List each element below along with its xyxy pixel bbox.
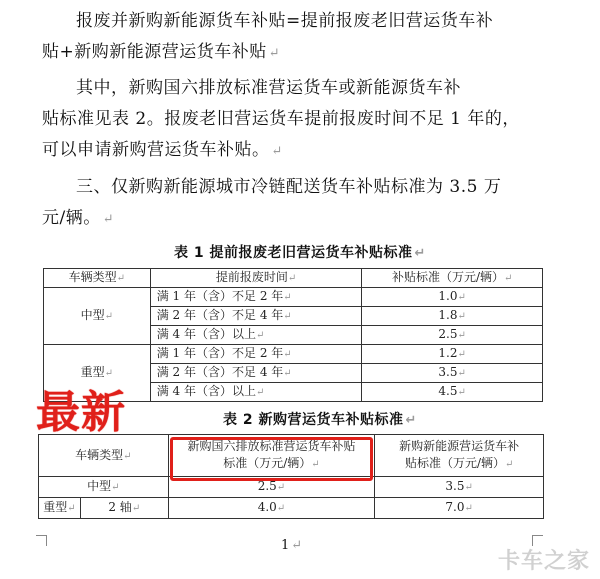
header-guo6-subsidy: 新购国六排放标准营运货车补贴 标准（万元/辆）↵ xyxy=(168,435,375,477)
header-subsidy: 补贴标准（万元/辆）↵ xyxy=(362,269,543,288)
paragraph-line: 元/辆。 xyxy=(42,208,101,228)
paragraph-line: 其中，新购国六排放标准营运货车或新能源货车补 xyxy=(76,78,461,98)
value-cell: 4.5↵ xyxy=(362,383,543,402)
value-cell: 2.5↵ xyxy=(362,326,543,345)
value-cell: 2.5↵ xyxy=(168,477,375,498)
paragraph-line: 三、仅新购新能源城市冷链配送货车补贴标准为 3.5 万 xyxy=(76,177,502,197)
time-cell: 满 2 年（含）不足 4 年↵ xyxy=(150,364,362,383)
table-row xyxy=(39,498,544,519)
time-cell: 满 4 年（含）以上↵ xyxy=(150,326,362,345)
header-new-energy-subsidy: 新购新能源营运货车补 贴标准（万元/辆）↵ xyxy=(375,435,544,477)
vehicle-type-cell: 重型↵ xyxy=(44,345,151,402)
value-cell: 1.8↵ xyxy=(362,307,543,326)
latest-stamp: 最新 xyxy=(36,387,126,438)
header-vehicle-type: 车辆类型↵ xyxy=(39,435,169,477)
crop-mark-left xyxy=(36,535,47,546)
paragraph-mark: ↵ xyxy=(102,212,115,227)
value-cell: 7.0↵ xyxy=(375,498,544,519)
paragraph-1 xyxy=(42,6,560,69)
value-cell: 3.5↵ xyxy=(362,364,543,383)
vehicle-type-cell: 中型↵ xyxy=(39,477,169,498)
table1-caption: 表 1 提前报废老旧营运货车补贴标准 ↵ xyxy=(174,245,426,261)
header-scrap-time: 提前报废时间↵ xyxy=(150,269,362,288)
paragraph-3 xyxy=(42,172,560,235)
vehicle-type-cell: 中型↵ xyxy=(44,288,151,345)
watermark: 卡车之家 xyxy=(497,549,590,574)
value-cell: 3.5↵ xyxy=(375,477,544,498)
value-cell: 1.0↵ xyxy=(362,288,543,307)
paragraph-line: 报废并新购新能源货车补贴=提前报废老旧营运货车补 xyxy=(76,11,494,31)
vehicle-type-cell: 重型↵ xyxy=(39,498,81,519)
paragraph-line: 可以申请新购营运货车补贴。 xyxy=(42,140,270,160)
table-header-row xyxy=(44,269,543,288)
paragraph-line: 贴+新购新能源营运货车补贴 xyxy=(42,42,267,62)
value-cell: 4.0↵ xyxy=(168,498,375,519)
header-vehicle-type: 车辆类型↵ xyxy=(44,269,151,288)
highlight-box xyxy=(170,437,373,481)
time-cell: 满 4 年（含）以上↵ xyxy=(150,383,362,402)
axle-cell: 2 轴↵ xyxy=(80,498,168,519)
table-row xyxy=(44,345,543,364)
paragraph-mark: ↵ xyxy=(271,144,283,159)
time-cell: 满 1 年（含）不足 2 年↵ xyxy=(150,345,362,364)
page-number: 1 ↵ xyxy=(281,538,303,553)
paragraph-mark: ↵ xyxy=(268,46,281,61)
table-row xyxy=(44,288,543,307)
paragraph-2 xyxy=(42,73,560,167)
time-cell: 满 2 年（含）不足 4 年↵ xyxy=(150,307,362,326)
table2-caption: 表 2 新购营运货车补贴标准 ↵ xyxy=(223,412,417,428)
value-cell: 1.2↵ xyxy=(362,345,543,364)
paragraph-line: 贴标准见表 2。报废老旧营运货车提前报废时间不足 1 年的， xyxy=(42,109,520,129)
time-cell: 满 1 年（含）不足 2 年↵ xyxy=(150,288,362,307)
